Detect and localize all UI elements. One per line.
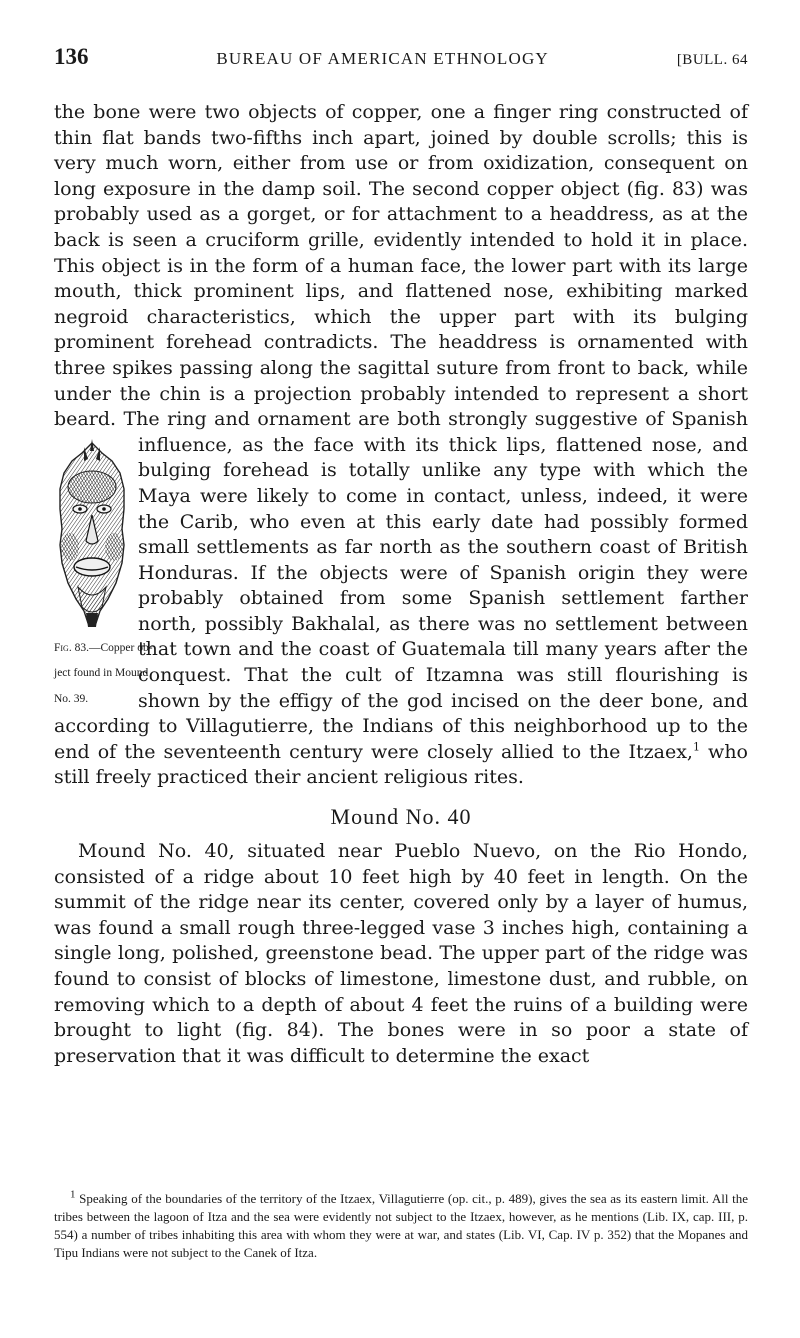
figure-83: [54, 437, 153, 710]
paragraph-1: [54, 100, 748, 791]
copper-face-gorget-illustration: [54, 437, 130, 633]
paragraph-1-text-start: the bone were two objects of copper, one a finger ring constructed of thin flat bands two-fifths inch apart, joined by double scrolls; this is very much worn, either from use or from oxidization, consequent on long exposure in the damp soil. The second copper object (fig. 83) was probably used as a gorget, or for attachment to a headdress, as at the back is seen a cruciform grille, evidently intended to hold it in place. This object is in the form of a human face, the lower part with its large mouth, thick prominent lips, and flattened nose, exhibiting marked negroid characteristics, which the upper part with its bulging prominent forehead contradicts. The headdress is ornamented with three spikes passing along the sagittal suture from front to back, while under the chin is a projection probably intended to represent a short beard. The ring and ornament are both strongly suggestive of Spanish influence, as the: [54, 101, 748, 456]
bulletin-tag: [BULL. 64: [676, 52, 748, 68]
paragraph-1-text-wrapped: face with its thick lips, flattened nose, and bulging forehead is totally unlike any type with which the Maya were likely to come in contact, unless, indeed, it were the Carib, who even at this early date had possibly formed small settlements as far north as the southern coast of British Honduras. If the objects were of Spanish origin they were probably obtained from some Spanish settlement farther north, possibly Bakhalal, as there was no settlement between that town and the coast of Guatemala till many years after the conquest. That the cult of Itzamna was still flourishing is shown by the effigy of the god incised on the deer bone, and according to Villagutierre, the Indians of this neighborhood up to the end of the seventeenth century were closely allied to the Itzaex,: [54, 433, 748, 763]
footnote-marker: 1: [70, 1188, 76, 1201]
figure-caption-line-1: —Copper ob-: [88, 641, 153, 654]
figure-caption-line-2: ject found in Mound: [54, 667, 149, 680]
running-head: [54, 44, 748, 70]
footnote-text: Speaking of the boundaries of the territory of the Itzaex, Villagutierre (op. cit., p. 489), gives the sea as its eastern limit. All the tribes between the lagoon of Itza and the sea were evidently not subject to the Itzaex, however, as he mentions (Lib. IX, cap. III, p. 554) a number of tribes inhabiting this area with whom they were at war, and states (Lib. VI, Cap. IV p. 352) that the Mopanes and Tipu Indians were not subject to the Canek of Itza.: [54, 1191, 748, 1260]
footnote-1: [54, 1190, 748, 1262]
figure-label: Fig. 83.: [54, 641, 89, 654]
running-head-title: BUREAU OF AMERICAN ETHNOLOGY: [216, 49, 549, 68]
section-heading: Mound No. 40: [330, 804, 472, 830]
page-number: 136: [54, 44, 89, 69]
paragraph-1-text-end: who still freely practiced their ancient religious rites.: [54, 740, 748, 789]
footnotes: [54, 1190, 748, 1262]
paragraph-2: Mound No. 40, situated near Pueblo Nuevo, on the Rio Hondo, consisted of a ridge about 10 feet high by 40 feet in length. On the summit of the ridge near its center, covered only by a layer of humus, was found a small rough three-legged vase 3 inches high, containing a single long, polished, greenstone bead. The upper part of the ridge was found to consist of blocks of limestone, limestone dust, and rubble, on removing which to a depth of about 4 feet the ruins of a building were brought to light (fig. 84). The bones were in so poor a state of preservation that it was difficult to determine the exact: [54, 840, 748, 1067]
footnote-reference[interactable]: 1: [692, 740, 700, 754]
figure-caption-line-3: No. 39.: [54, 692, 89, 705]
